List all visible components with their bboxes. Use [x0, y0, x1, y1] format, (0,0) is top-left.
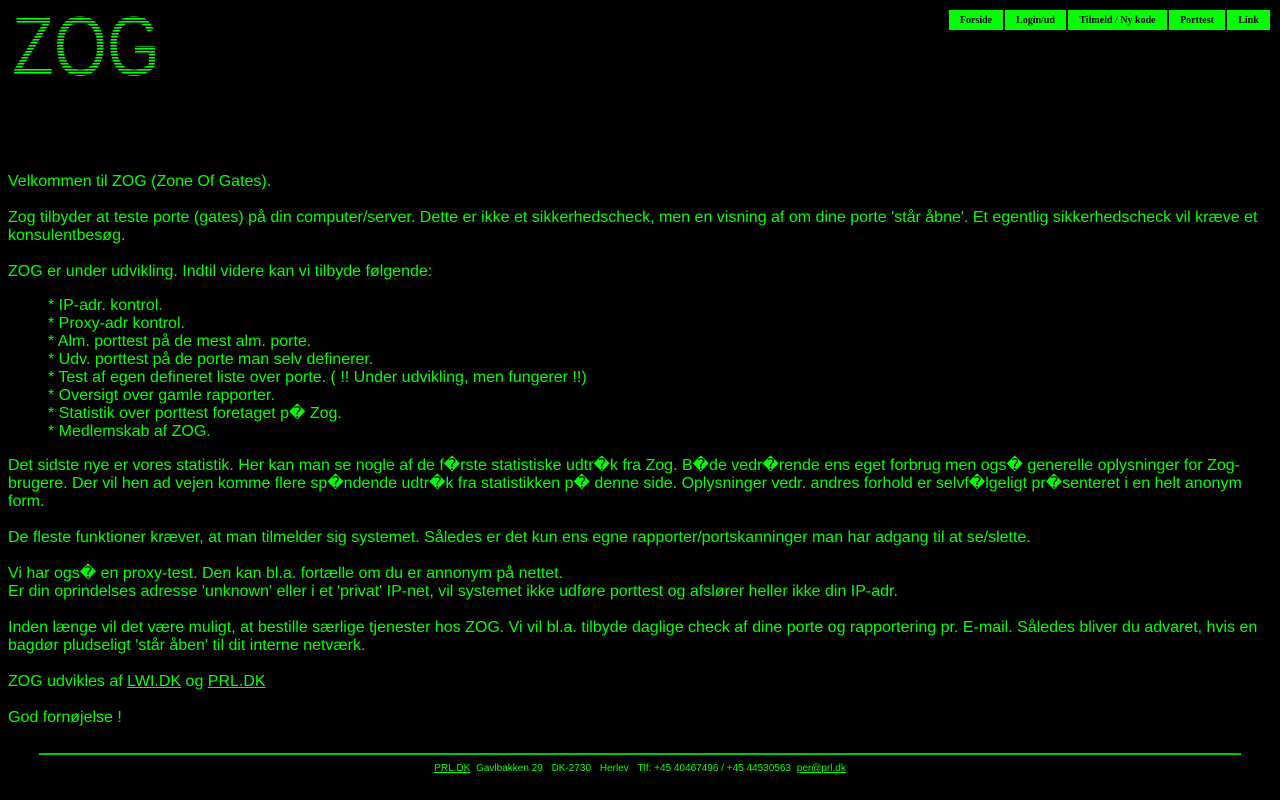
feature-item: * Udv. porttest på de porte man selv definerer. — [48, 351, 374, 368]
welcome-text: Velkommen til ZOG (Zone Of Gates). — [8, 173, 272, 190]
footer-divider — [39, 753, 1241, 755]
nav-tilmeld[interactable]: Tilmeld / Ny kode — [1068, 10, 1167, 30]
feature-item: * Test af egen defineret liste over porte. ( !! Under udvikling, men fungerer !!) — [48, 369, 587, 386]
feature-list — [8, 281, 1272, 441]
main-nav — [949, 10, 1270, 30]
feature-item: * IP-adr. kontrol. — [48, 297, 163, 314]
footer — [0, 763, 1280, 775]
proxy-text — [8, 565, 1272, 601]
footer-phone: Tlf: +45 40467496 / +45 44530563 — [637, 763, 791, 774]
footer-email-link[interactable]: per@prl.dk — [796, 763, 846, 774]
nav-login[interactable]: Login/ud — [1005, 10, 1066, 30]
footer-address: Gavlbakken 29 — [476, 763, 543, 774]
footer-postal: DK-2730 — [551, 763, 592, 774]
feature-item: * Proxy-adr kontrol. — [48, 315, 185, 332]
main-content — [8, 173, 1272, 745]
future-text: Inden længe vil det være muligt, at bestille særlige tjenester hos ZOG. Vi vil bl.a. tilbyde daglige check af dine porte og rapportering pr. E-mail. Således bliver du advaret, hvis en bagdør pludseligt 'står åben' til dit interne netværk. — [8, 619, 1258, 654]
nav-link[interactable]: Link — [1227, 10, 1270, 30]
proxy-line-2: Er din oprindelses adresse 'unknown' eller i et 'privat' IP-net, vil systemet ikke udføre porttest og afslører heller ikke din IP-adr. — [8, 583, 898, 600]
feature-item: * Alm. porttest på de mest alm. porte. — [48, 333, 312, 350]
signup-text: De fleste funktioner kræver, at man tilmelder sig systemet. Således er det kun ens egne rapporter/portskanninger man har adgang til at se/slette. — [8, 529, 1031, 546]
offer-intro-text: ZOG er under udvikling. Indtil videre kan vi tilbyde følgende: — [8, 263, 433, 280]
prl-link[interactable]: PRL.DK — [207, 673, 266, 690]
intro-text: Zog tilbyder at teste porte (gates) på din computer/server. Dette er ikke et sikkerhedscheck, men en visning af om dine porte 'står åbne'. Et egentlig sikkerhedscheck vil kræve et konsulentbesøg. — [8, 209, 1258, 244]
feature-item: * Statistik over porttest foretaget p� Zog. — [48, 405, 342, 422]
zog-logo — [12, 0, 162, 93]
footer-company-link[interactable]: PRL.DK — [434, 763, 471, 774]
goodbye-text: God fornøjelse ! — [8, 709, 122, 726]
developed-and: og — [181, 673, 208, 690]
developed-prefix: ZOG udvikles af — [8, 673, 128, 690]
footer-city: Herlev — [599, 763, 629, 774]
feature-item: * Medlemskab af ZOG. — [48, 423, 211, 440]
proxy-line-1: Vi har ogs� en proxy-test. Den kan bl.a. fortælle om du er annonym på nettet. — [8, 565, 564, 582]
statistics-text: Det sidste nye er vores statistik. Her kan man se nogle af de f�rste statistiske udtr�k fra Zog. B�de vedr�rende ens eget forbrug men ogs� generelle oplysninger for Zog-brugere. Der vil hen ad vejen komme flere sp�ndende udtr�k fra statistikken p� denne side. Oplysninger vedr. andres forhold er selvf�lgeligt pr�senteret i en helt anonym form. — [8, 457, 1242, 510]
nav-porttest[interactable]: Porttest — [1169, 10, 1225, 30]
svg-text:ZOG: ZOG — [12, 0, 160, 93]
lwi-link[interactable]: LWI.DK — [127, 673, 182, 690]
feature-item: * Oversigt over gamle rapporter. — [48, 387, 275, 404]
nav-forside[interactable]: Forside — [949, 10, 1003, 30]
developed-by-text — [8, 673, 1272, 691]
